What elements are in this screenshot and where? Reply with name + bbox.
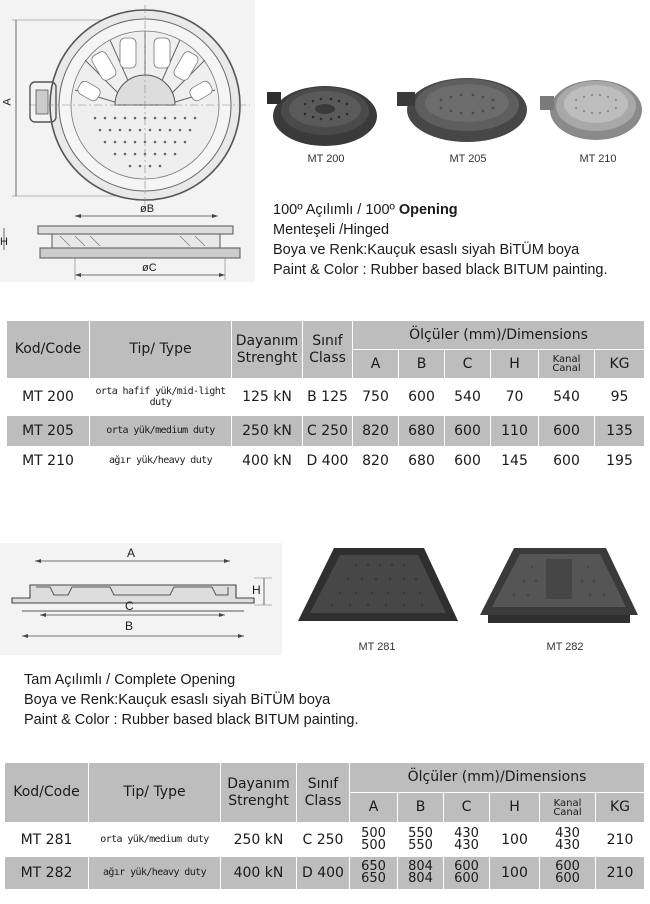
dim-a-label: A [127, 546, 136, 560]
col-a: A [350, 793, 398, 823]
dim-c-label: øC [142, 262, 157, 274]
paint-tr-line: Boya ve Renk:Kauçuk esaslı siyah BiTÜM boya [273, 242, 580, 258]
col-strength: Dayanım Strenght [232, 321, 303, 379]
col-b: B [398, 793, 444, 823]
col-kg: KG [595, 350, 645, 379]
dim-c-label: C [125, 599, 134, 613]
round-cover-drawing [0, 0, 255, 282]
square-cover-drawing [0, 543, 282, 655]
col-c: C [444, 793, 490, 823]
round-spec-table [6, 320, 645, 476]
col-a: A [353, 350, 399, 379]
col-code: Kod/Code [7, 321, 90, 379]
product-caption-mt281: MT 281 [358, 641, 396, 653]
table-row: MT 200 orta hafif yük/mid-light duty 125 kN B 125 750 600 540 70 540 95 [7, 379, 645, 416]
col-canal: Kanal Canal [540, 793, 596, 823]
product-photo-mt205 [397, 70, 529, 150]
opening-line: Tam Açılımlı / Complete Opening [24, 672, 236, 688]
product-caption-mt282: MT 282 [546, 641, 584, 653]
dim-h-label: H [0, 236, 8, 248]
col-class: Sınıf Class [303, 321, 353, 379]
table-row: MT 210 ağır yük/heavy duty 400 kN D 400 820 680 600 145 600 195 [7, 446, 645, 476]
dim-h-label: H [252, 583, 261, 597]
product-photo-mt281 [296, 545, 459, 627]
col-c: C [445, 350, 491, 379]
dim-b-label: øB [140, 203, 155, 215]
dim-b-label: B [125, 619, 134, 633]
table-row: MT 281 orta yük/medium duty 250 kN C 250 500 500 550 550 430 430 100 430 430 210 [5, 823, 645, 857]
col-h: H [490, 793, 540, 823]
col-type: Tip/ Type [90, 321, 232, 379]
round-description [273, 200, 607, 280]
col-b: B [399, 350, 445, 379]
col-kg: KG [596, 793, 645, 823]
col-dimensions: Ölçüler (mm)/Dimensions [350, 763, 645, 793]
product-photo-mt210 [540, 70, 645, 148]
col-dimensions: Ölçüler (mm)/Dimensions [353, 321, 645, 350]
product-caption-mt200: MT 200 [307, 153, 345, 165]
col-class: Sınıf Class [297, 763, 350, 823]
square-spec-table [4, 762, 645, 889]
opening-line: 100º Açılımlı / 100º Opening [273, 202, 458, 218]
paint-en-line: Paint & Color : Rubber based black BITUM painting. [24, 712, 359, 728]
product-photo-mt200 [265, 76, 380, 152]
hinged-line: Menteşeli /Hinged [273, 222, 390, 238]
product-caption-mt210: MT 210 [579, 153, 617, 165]
product-caption-mt205: MT 205 [449, 153, 487, 165]
col-code: Kod/Code [5, 763, 89, 823]
paint-en-line: Paint & Color : Rubber based black BITUM painting. [273, 262, 608, 278]
table-row: MT 205 orta yük/medium duty 250 kN C 250 820 680 600 110 600 135 [7, 416, 645, 446]
paint-tr-line: Boya ve Renk:Kauçuk esaslı siyah BiTÜM boya [24, 692, 331, 708]
col-strength: Dayanım Strenght [221, 763, 297, 823]
product-photo-mt282 [478, 545, 640, 627]
table-row: MT 282 ağır yük/heavy duty 400 kN D 400 650 650 804 804 600 600 100 600 600 210 [5, 857, 645, 889]
col-canal: Kanal Canal [539, 350, 595, 379]
col-h: H [491, 350, 539, 379]
square-description [24, 670, 358, 730]
col-type: Tip/ Type [89, 763, 221, 823]
dim-a-label: A [1, 98, 14, 106]
